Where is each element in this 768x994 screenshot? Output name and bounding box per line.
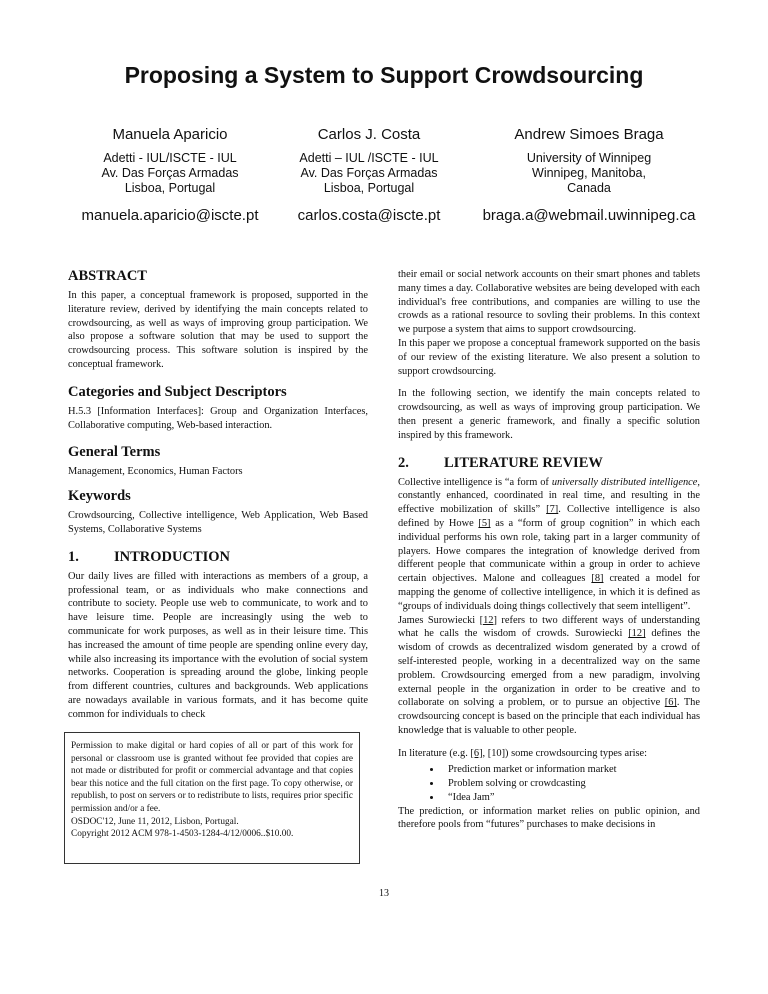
author-affiliation-line: University of Winnipeg: [526, 151, 652, 165]
author-name: Carlos J. Costa: [317, 126, 421, 143]
intro-continued-text: their email or social network accounts on their smart phones and tablets many times a day. Collaborative websites are being developed with each individual's free contributions, and companies are willing to use the crowds as a rational resource to sovling their problems. In this context we purpose a system that aims to support crowdsourcing.: [398, 269, 700, 336]
section-number: 1.: [68, 548, 79, 565]
citation-link[interactable]: [6]: [664, 697, 677, 709]
categories-heading: Categories and Subject Descriptors: [68, 383, 287, 400]
author-affiliation-line: Adetti – IUL /ISCTE - IUL: [299, 151, 439, 165]
author-block-3: [449, 126, 729, 224]
author-name: Andrew Simoes Braga: [514, 126, 664, 143]
list-item: • Prediction market or information market: [442, 763, 700, 777]
author-affiliation-line: Av. Das Forças Armadas: [300, 166, 438, 180]
author-name: Manuela Aparicio: [112, 126, 228, 143]
author-email: manuela.aparicio@iscte.pt: [81, 207, 259, 224]
citation-link[interactable]: [5]: [478, 517, 491, 529]
intro-paragraph: In this paper we propose a conceptual framework supported on the basis of our review of the existing literature. We also present a solution to support crowdsourcing.: [398, 337, 700, 377]
citation-link[interactable]: [12]: [479, 614, 497, 626]
text-run: refers to two different ways of understanding what he calls the wisdom of crowds. Surowiecki: [398, 614, 700, 640]
text-run: created a model for mapping the genome of collective intelligence, in which it is defined as “groups of individuals doing things collectively that seem intelligent”.: [398, 573, 700, 612]
text-run: In literature (e.g.: [398, 747, 471, 759]
section-title: INTRODUCTION: [114, 548, 231, 565]
types-paragraph: [398, 747, 700, 761]
text-run: as a “form of group cognition” in which each individual performs his own role, taking part in a larger community of players. Howe compares the integration of knowledge derived from different people that communicate within a group in order to achieve certain objectives. Malone and colleagues: [398, 517, 700, 585]
conference-line: OSDOC'12, June 11, 2012, Lisbon, Portugal.: [71, 816, 239, 827]
citation-link[interactable]: [12]: [628, 628, 646, 640]
list-item: • “Idea Jam”: [442, 791, 700, 805]
section-number: 2.: [398, 454, 409, 471]
citation-link[interactable]: [6]: [470, 747, 483, 759]
intro-heading: [68, 549, 368, 566]
citation-link[interactable]: [7]: [546, 504, 559, 516]
intro-text: Our daily lives are filled with interactions as members of a group, a professional team, or as individuals who make connections and contribute to society. People use web to communicate, to work and to have leisure time. People are increasingly using the web to communicate for work purposes, as well as in their leisure time. This has increased the amount of time people are spending online every day, while also increasing its importance with the evolution of social system networks. Cooperation is spreading around the globe, linking people from different countries, cultures and backgrounds. Web applications are nowadays available in various formats, and it has become quite common for individuals to check: [68, 570, 368, 720]
author-email: carlos.costa@iscte.pt: [297, 207, 441, 224]
keywords-text: Crowdsourcing, Collective intelligence, Web Application, Web Based Systems, Collaborative Systems: [68, 510, 368, 535]
author-affiliation-line: Adetti - IUL/ISCTE - IUL: [103, 151, 237, 165]
general-terms-heading: General Terms: [68, 444, 161, 461]
author-affiliation-line: Lisboa, Portugal: [323, 181, 415, 195]
text-run: . Collective intelligence is also defined by Howe: [398, 504, 700, 529]
citation-link[interactable]: [8]: [591, 573, 604, 585]
surowiecki-paragraph: [398, 614, 700, 738]
general-terms-text: Management, Economics, Human Factors: [68, 466, 243, 478]
list-item: • Problem solving or crowdcasting: [442, 777, 700, 791]
text-run: . The crowdsourcing concept is based on the principle that each individual has knowledge that is valuable to other people.: [398, 697, 700, 736]
prediction-market-text: The prediction, or information market relies on public opinion, and therefore pools from “futures” purchases to make decisions in: [398, 805, 700, 831]
author-email: braga.a@webmail.uwinnipeg.ca: [482, 207, 696, 224]
section-title: LITERATURE REVIEW: [444, 454, 603, 471]
keywords-heading: Keywords: [68, 488, 131, 505]
copyright-line: Copyright 2012 ACM 978-1-4503-1284-4/12/0006..$10.00.: [71, 829, 294, 840]
categories-text: H.5.3 [Information Interfaces]: Group and Organization Interfaces, Collaborative computing, Web-based interaction.: [68, 405, 368, 431]
abstract-heading: ABSTRACT: [68, 268, 147, 284]
text-run: defines the wisdom of crowds as decentralized wisdom generated by a crowd of self-interested people, working in a decentralized way on the same problem. Crowdsourcing emerged from a new paradigm, involving external people in the organization in order to be creative and to collaborate on solving a problem, or to pursue an objective: [398, 628, 700, 709]
permission-text: Permission to make digital or hard copies of all or part of this work for personal or classroom use is granted without fee provided that copies are not made or distributed for profit or commercial advantage and that copies bear this notice and the full citation on the first page. To copy otherwise, or republish, to post on servers or to redistribute to lists, requires prior specific permission and/or a fee.: [71, 741, 353, 814]
author-affiliation-line: Av. Das Forças Armadas: [101, 166, 239, 180]
literature-paragraph: [398, 476, 700, 614]
text-run: , [10]) some crowdsourcing types arise:: [482, 747, 648, 759]
right-column: [398, 268, 700, 832]
author-affiliation-line: Lisboa, Portugal: [124, 181, 216, 195]
text-run: , constantly enhanced, coordinated in real time, and resulting in the effective mobilization of skills”: [398, 476, 700, 516]
permission-notice: [64, 732, 360, 864]
abstract-text: In this paper, a conceptual framework is proposed, supported in the literature review, derived by identifying the main concepts related to crowdsourcing, as well as ways of improving group participation. We also propose a software solution that may be used to support the crowdsourcing process. This software solution is inspired by the conceptual framework.: [68, 290, 368, 370]
literature-review-heading: [398, 455, 700, 472]
text-run: Collective intelligence is “a form of: [398, 476, 552, 488]
paper-title: Proposing a System to Support Crowdsourcing: [124, 62, 644, 88]
page-number: 13: [379, 888, 389, 899]
text-run: universally distributed intelligence: [551, 476, 698, 488]
crowdsourcing-types-list: [398, 763, 700, 805]
text-run: James Surowiecki: [398, 614, 480, 626]
author-affiliation-line: Winnipeg, Manitoba,: [532, 166, 646, 180]
intro-paragraph: In the following section, we identify the main concepts related to crowdsourcing, as well as ways of improving group participation. We then present a generic framework, and finally a specific solution inspired by this framework.: [398, 388, 700, 441]
author-affiliation-line: Canada: [567, 181, 611, 195]
left-column: [68, 268, 368, 722]
